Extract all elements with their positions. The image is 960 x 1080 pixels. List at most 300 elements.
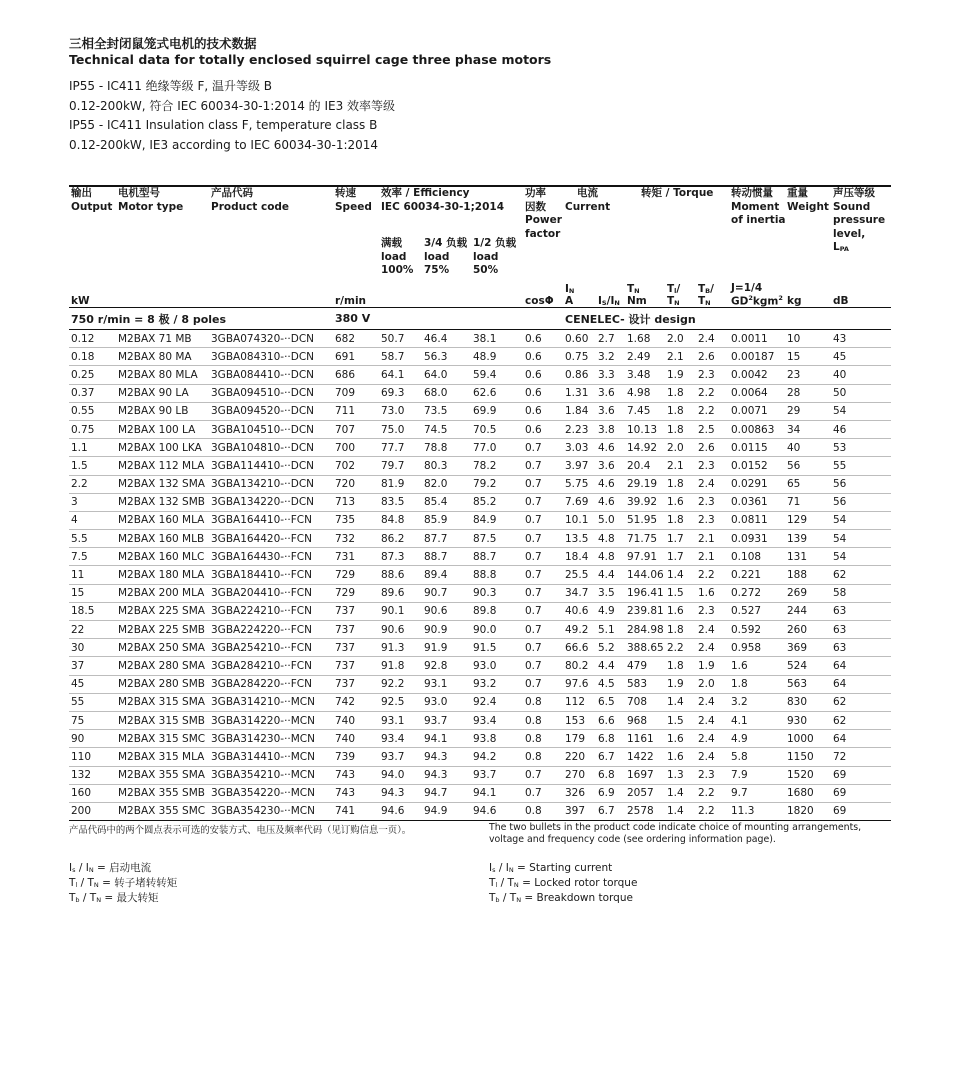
table-cell: 1.6: [665, 602, 696, 620]
table-cell: 40.6: [563, 602, 596, 620]
table-cell: 7.69: [563, 493, 596, 511]
table-cell: 682: [333, 330, 379, 348]
table-cell: 720: [333, 475, 379, 493]
table-cell: 0.25: [69, 366, 116, 384]
table-cell: 0.7: [523, 475, 563, 493]
table-cell: 94.3: [422, 766, 471, 784]
table-cell: 6.7: [596, 802, 625, 820]
table-cell: 62: [831, 566, 891, 584]
table-cell: 63: [831, 621, 891, 639]
table-header: [69, 186, 891, 330]
table-cell: M2BAX 355 SMC: [116, 802, 209, 820]
table-cell: 15: [785, 348, 831, 366]
table-cell: 160: [69, 784, 116, 802]
table-cell: 737: [333, 602, 379, 620]
table-cell: 709: [333, 384, 379, 402]
table-cell: 1.4: [665, 566, 696, 584]
table-cell: 80.2: [563, 657, 596, 675]
table-cell: 94.3: [422, 748, 471, 766]
table-cell: 3GBA314210-··MCN: [209, 693, 333, 711]
table-cell: 2.3: [696, 366, 729, 384]
table-cell: 3GBA074320-··DCN: [209, 330, 333, 348]
table-cell: 65: [785, 475, 831, 493]
table-cell: 22: [69, 621, 116, 639]
table-cell: 1.5: [665, 584, 696, 602]
table-cell: 3GBA224210-··FCN: [209, 602, 333, 620]
table-cell: 3GBA224220-··FCN: [209, 621, 333, 639]
table-cell: 740: [333, 711, 379, 729]
table-cell: 3GBA164420-··FCN: [209, 530, 333, 548]
table-cell: 56.3: [422, 348, 471, 366]
table-cell: 2.0: [665, 330, 696, 348]
table-cell: 0.527: [729, 602, 785, 620]
table-row: [69, 657, 891, 675]
table-cell: 743: [333, 784, 379, 802]
table-cell: 2.3: [696, 766, 729, 784]
table-cell: 92.4: [471, 693, 523, 711]
table-cell: 270: [563, 766, 596, 784]
table-cell: 5.8: [729, 748, 785, 766]
table-cell: 188: [785, 566, 831, 584]
table-cell: 1.8: [665, 621, 696, 639]
table-cell: 0.8: [523, 711, 563, 729]
header-eff-75: 3/4 负载 load 75%: [424, 237, 468, 276]
table-cell: 11.3: [729, 802, 785, 820]
table-cell: 93.7: [471, 766, 523, 784]
table-cell: 1.6: [665, 493, 696, 511]
table-cell: 1.9: [696, 657, 729, 675]
table-cell: 737: [333, 657, 379, 675]
table-cell: 4.1: [729, 711, 785, 729]
table-cell: 0.0361: [729, 493, 785, 511]
table-row: [69, 675, 891, 693]
table-cell: 0.7: [523, 621, 563, 639]
table-cell: 64: [831, 675, 891, 693]
unit-torque: $T_N$ Nm: [625, 278, 665, 308]
table-cell: 62: [831, 693, 891, 711]
table-cell: 737: [333, 639, 379, 657]
legend-chinese: $I_s / I_N$ = 启动电流 $T_l / T_N$ = 转子堵转转矩 $T_b / T_N$ = 最大转矩: [69, 862, 178, 904]
table-cell: M2BAX 355 SMA: [116, 766, 209, 784]
table-cell: 2.4: [696, 621, 729, 639]
table-cell: 968: [625, 711, 665, 729]
table-cell: 94.6: [379, 802, 422, 820]
table-cell: 3GBA314230-··MCN: [209, 730, 333, 748]
table-cell: 4.8: [596, 530, 625, 548]
table-cell: 10.1: [563, 511, 596, 529]
table-cell: 0.6: [523, 402, 563, 420]
table-cell: 1000: [785, 730, 831, 748]
table-cell: 5.0: [596, 511, 625, 529]
table-cell: 94.1: [471, 784, 523, 802]
table-cell: 48.9: [471, 348, 523, 366]
table-cell: 93.4: [471, 711, 523, 729]
table-cell: 2.1: [696, 548, 729, 566]
table-cell: 0.7: [523, 639, 563, 657]
table-cell: 85.2: [471, 493, 523, 511]
table-cell: M2BAX 132 SMA: [116, 475, 209, 493]
table-row: [69, 802, 891, 820]
table-cell: 0.86: [563, 366, 596, 384]
table-cell: M2BAX 160 MLC: [116, 548, 209, 566]
table-cell: 2.1: [696, 530, 729, 548]
table-cell: 51.95: [625, 511, 665, 529]
table-cell: 3GBA314220-··MCN: [209, 711, 333, 729]
table-cell: 0.7: [523, 602, 563, 620]
table-cell: 3GBA114410-··DCN: [209, 457, 333, 475]
table-cell: 139: [785, 530, 831, 548]
table-cell: 731: [333, 548, 379, 566]
table-cell: 89.8: [471, 602, 523, 620]
table-cell: 326: [563, 784, 596, 802]
table-cell: 743: [333, 766, 379, 784]
table-cell: 110: [69, 748, 116, 766]
table-cell: 0.6: [523, 366, 563, 384]
spec-lines: [69, 77, 891, 155]
table-cell: 2.2: [696, 566, 729, 584]
table-cell: 0.0064: [729, 384, 785, 402]
table-cell: 3GBA104510-··DCN: [209, 420, 333, 438]
table-cell: 78.8: [422, 439, 471, 457]
table-cell: 91.5: [471, 639, 523, 657]
table-cell: 93.0: [471, 657, 523, 675]
table-cell: M2BAX 71 MB: [116, 330, 209, 348]
table-cell: 92.8: [422, 657, 471, 675]
table-cell: 46: [831, 420, 891, 438]
table-cell: 69: [831, 802, 891, 820]
table-cell: 38.1: [471, 330, 523, 348]
table-cell: 2.1: [665, 457, 696, 475]
table-cell: 4.6: [596, 493, 625, 511]
table-cell: 2.2: [696, 384, 729, 402]
table-cell: 2.4: [696, 330, 729, 348]
table-cell: 93.0: [422, 693, 471, 711]
table-cell: 93.1: [422, 675, 471, 693]
table-cell: 77.7: [379, 439, 422, 457]
table-cell: 83.5: [379, 493, 422, 511]
table-cell: 91.9: [422, 639, 471, 657]
table-cell: 700: [333, 439, 379, 457]
table-cell: 29: [785, 402, 831, 420]
table-row: [69, 402, 891, 420]
table-cell: 45: [831, 348, 891, 366]
header-noise: 声压等级 Sound pressure level, $L_{PA}$: [833, 187, 886, 253]
table-cell: 1.9: [665, 675, 696, 693]
table-cell: 56: [831, 493, 891, 511]
table-cell: 90.1: [379, 602, 422, 620]
table-cell: 3GBA134210-··DCN: [209, 475, 333, 493]
table-row: [69, 784, 891, 802]
table-cell: M2BAX 225 SMA: [116, 602, 209, 620]
table-cell: 0.8: [523, 802, 563, 820]
table-cell: 0.7: [523, 439, 563, 457]
table-cell: 82.0: [422, 475, 471, 493]
table-cell: 64: [831, 657, 891, 675]
table-cell: 3.8: [596, 420, 625, 438]
table-cell: 46.4: [422, 330, 471, 348]
table-cell: 479: [625, 657, 665, 675]
table-cell: M2BAX 80 MA: [116, 348, 209, 366]
table-cell: 3.6: [596, 402, 625, 420]
table-cell: 85.9: [422, 511, 471, 529]
table-cell: 740: [333, 730, 379, 748]
table-cell: 3: [69, 493, 116, 511]
header-weight: 重量 Weight: [787, 187, 829, 213]
table-cell: 18.5: [69, 602, 116, 620]
table-cell: 1.5: [665, 711, 696, 729]
table-cell: 79.7: [379, 457, 422, 475]
table-cell: 70.5: [471, 420, 523, 438]
table-cell: 94.6: [471, 802, 523, 820]
table-cell: 90.9: [422, 621, 471, 639]
table-cell: 92.2: [379, 675, 422, 693]
table-cell: 1.8: [665, 420, 696, 438]
table-cell: 73.5: [422, 402, 471, 420]
header-current: 电流 Current: [565, 187, 611, 213]
table-cell: 0.60: [563, 330, 596, 348]
table-cell: 93.2: [471, 675, 523, 693]
table-cell: 2.3: [696, 602, 729, 620]
table-cell: 3GBA354220-··MCN: [209, 784, 333, 802]
table-cell: 54: [831, 548, 891, 566]
table-cell: 2.4: [696, 475, 729, 493]
table-cell: 369: [785, 639, 831, 657]
table-cell: 3.48: [625, 366, 665, 384]
table-cell: 4.6: [596, 439, 625, 457]
unit-inertia: J=1/4 $GD^2kgm^2$: [729, 278, 785, 308]
table-cell: M2BAX 355 SMB: [116, 784, 209, 802]
table-cell: 1.4: [665, 693, 696, 711]
table-cell: 90: [69, 730, 116, 748]
table-cell: 50: [831, 384, 891, 402]
table-cell: 1.1: [69, 439, 116, 457]
table-cell: 79.2: [471, 475, 523, 493]
table-cell: 711: [333, 402, 379, 420]
table-cell: 1.6: [665, 748, 696, 766]
table-cell: 94.2: [471, 748, 523, 766]
table-cell: 0.7: [523, 457, 563, 475]
table-cell: 28: [785, 384, 831, 402]
table-cell: 3GBA134220-··DCN: [209, 493, 333, 511]
table-cell: 0.8: [523, 730, 563, 748]
table-cell: 0.0115: [729, 439, 785, 457]
table-cell: 0.7: [523, 511, 563, 529]
table-cell: 80.3: [422, 457, 471, 475]
table-cell: 0.7: [523, 784, 563, 802]
table-row: [69, 621, 891, 639]
table-row: [69, 366, 891, 384]
table-cell: 97.6: [563, 675, 596, 693]
header-product-code: 产品代码 Product code: [211, 187, 290, 213]
table-cell: 2.6: [696, 348, 729, 366]
table-cell: 741: [333, 802, 379, 820]
legend-english: $I_s / I_N$ = Starting current $T_l / T_N$ = Locked rotor torque $T_b / T_N$ = Breakdown torque: [489, 862, 638, 904]
table-row: [69, 766, 891, 784]
table-cell: 4.9: [729, 730, 785, 748]
table-cell: 3.2: [596, 348, 625, 366]
table-cell: M2BAX 315 MLA: [116, 748, 209, 766]
table-cell: 0.6: [523, 330, 563, 348]
unit-current: $I_N$ A: [563, 278, 596, 308]
table-cell: 49.2: [563, 621, 596, 639]
table-cell: 2.3: [696, 457, 729, 475]
table-cell: 55: [831, 457, 891, 475]
table-cell: 2.0: [665, 439, 696, 457]
table-cell: 144.06: [625, 566, 665, 584]
table-cell: 34.7: [563, 584, 596, 602]
table-cell: 739: [333, 748, 379, 766]
table-cell: 94.9: [422, 802, 471, 820]
table-cell: 1.8: [665, 384, 696, 402]
table-cell: 74.5: [422, 420, 471, 438]
table-cell: 0.0011: [729, 330, 785, 348]
table-row: [69, 384, 891, 402]
table-cell: 1.7: [665, 548, 696, 566]
table-cell: 4.6: [596, 475, 625, 493]
table-cell: 14.92: [625, 439, 665, 457]
table-cell: 0.37: [69, 384, 116, 402]
table-cell: 1.4: [665, 802, 696, 820]
table-cell: 56: [785, 457, 831, 475]
table-cell: M2BAX 250 SMA: [116, 639, 209, 657]
table-cell: 3GBA164410-··FCN: [209, 511, 333, 529]
table-cell: M2BAX 132 SMB: [116, 493, 209, 511]
unit-db: dB: [831, 278, 891, 308]
table-cell: 3.6: [596, 457, 625, 475]
table-cell: 11: [69, 566, 116, 584]
table-cell: 97.91: [625, 548, 665, 566]
table-cell: 43: [831, 330, 891, 348]
table-cell: 132: [69, 766, 116, 784]
table-cell: 4.4: [596, 566, 625, 584]
header-power-factor: 功率 因数 Power factor: [525, 187, 562, 240]
table-cell: 7.5: [69, 548, 116, 566]
table-cell: 2.6: [696, 439, 729, 457]
table-cell: M2BAX 160 MLB: [116, 530, 209, 548]
unit-kw: kW: [69, 278, 116, 308]
table-cell: 729: [333, 584, 379, 602]
table-cell: 1.3: [665, 766, 696, 784]
table-row: [69, 602, 891, 620]
table-cell: 702: [333, 457, 379, 475]
table-cell: 1820: [785, 802, 831, 820]
table-cell: 583: [625, 675, 665, 693]
table-cell: 4.4: [596, 657, 625, 675]
table-cell: 10.13: [625, 420, 665, 438]
table-cell: 2.7: [596, 330, 625, 348]
table-cell: 3GBA254210-··FCN: [209, 639, 333, 657]
table-cell: 1.8: [665, 657, 696, 675]
table-cell: 2.3: [696, 493, 729, 511]
table-cell: 0.108: [729, 548, 785, 566]
table-cell: 30: [69, 639, 116, 657]
table-cell: 90.7: [422, 584, 471, 602]
table-cell: 691: [333, 348, 379, 366]
table-cell: 0.7: [523, 566, 563, 584]
table-cell: 930: [785, 711, 831, 729]
table-cell: 40: [831, 366, 891, 384]
table-cell: 0.7: [523, 584, 563, 602]
table-cell: 2.4: [696, 748, 729, 766]
spec-line: 0.12-200kW, 符合 IEC 60034-30-1:2014 的 IE3 效率等级: [69, 98, 396, 113]
table-cell: 713: [333, 493, 379, 511]
table-cell: 87.7: [422, 530, 471, 548]
unit-tl-tn: $T_l/$ $T_N$: [665, 278, 696, 308]
unit-tb-tn: $T_B/$ $T_N$: [696, 278, 729, 308]
table-cell: 94.1: [422, 730, 471, 748]
header-eff-100: 满载 load 100%: [381, 237, 414, 276]
table-cell: 68.0: [422, 384, 471, 402]
table-cell: 29.19: [625, 475, 665, 493]
table-cell: 0.0071: [729, 402, 785, 420]
table-cell: 708: [625, 693, 665, 711]
table-cell: 239.81: [625, 602, 665, 620]
table-cell: M2BAX 90 LB: [116, 402, 209, 420]
table-cell: 2.2: [69, 475, 116, 493]
table-cell: 81.9: [379, 475, 422, 493]
table-cell: 64.0: [422, 366, 471, 384]
table-row: [69, 566, 891, 584]
table-cell: 1.8: [665, 475, 696, 493]
table-cell: 91.8: [379, 657, 422, 675]
table-cell: 50.7: [379, 330, 422, 348]
table-cell: 5.1: [596, 621, 625, 639]
table-cell: 735: [333, 511, 379, 529]
table-cell: 72: [831, 748, 891, 766]
table-row: [69, 639, 891, 657]
table-cell: 1422: [625, 748, 665, 766]
table-cell: 397: [563, 802, 596, 820]
table-cell: 0.221: [729, 566, 785, 584]
table-cell: 1.6: [665, 730, 696, 748]
unit-is-in: $I_S/I_N$: [596, 278, 625, 308]
table-cell: 18.4: [563, 548, 596, 566]
table-cell: 6.5: [596, 693, 625, 711]
table-cell: 3GBA284210-··FCN: [209, 657, 333, 675]
table-cell: 4.9: [596, 602, 625, 620]
spec-line: IP55 - IC411 Insulation class F, temperature class B: [69, 118, 378, 132]
table-cell: 9.7: [729, 784, 785, 802]
table-cell: 85.4: [422, 493, 471, 511]
table-cell: 63: [831, 602, 891, 620]
table-cell: 3GBA094510-··DCN: [209, 384, 333, 402]
table-cell: 3.3: [596, 366, 625, 384]
table-cell: 1.84: [563, 402, 596, 420]
table-row: [69, 730, 891, 748]
table-cell: 63: [831, 639, 891, 657]
table-cell: 2.2: [696, 802, 729, 820]
table-cell: 78.2: [471, 457, 523, 475]
table-cell: 88.6: [379, 566, 422, 584]
table-cell: 1161: [625, 730, 665, 748]
table-cell: 88.7: [422, 548, 471, 566]
header-inertia: 转动惯量 Moment of inertia: [731, 187, 786, 226]
table-cell: 284.98: [625, 621, 665, 639]
table-cell: 0.272: [729, 584, 785, 602]
table-cell: 707: [333, 420, 379, 438]
table-cell: 0.8: [523, 748, 563, 766]
table-cell: 0.00863: [729, 420, 785, 438]
table-cell: 73.0: [379, 402, 422, 420]
table-cell: 1.7: [665, 530, 696, 548]
table-cell: 93.7: [379, 748, 422, 766]
table-cell: 0.7: [523, 766, 563, 784]
table-cell: 37: [69, 657, 116, 675]
table-cell: 2.4: [696, 693, 729, 711]
table-cell: 84.8: [379, 511, 422, 529]
table-cell: 1.8: [665, 511, 696, 529]
table-cell: M2BAX 315 SMA: [116, 693, 209, 711]
